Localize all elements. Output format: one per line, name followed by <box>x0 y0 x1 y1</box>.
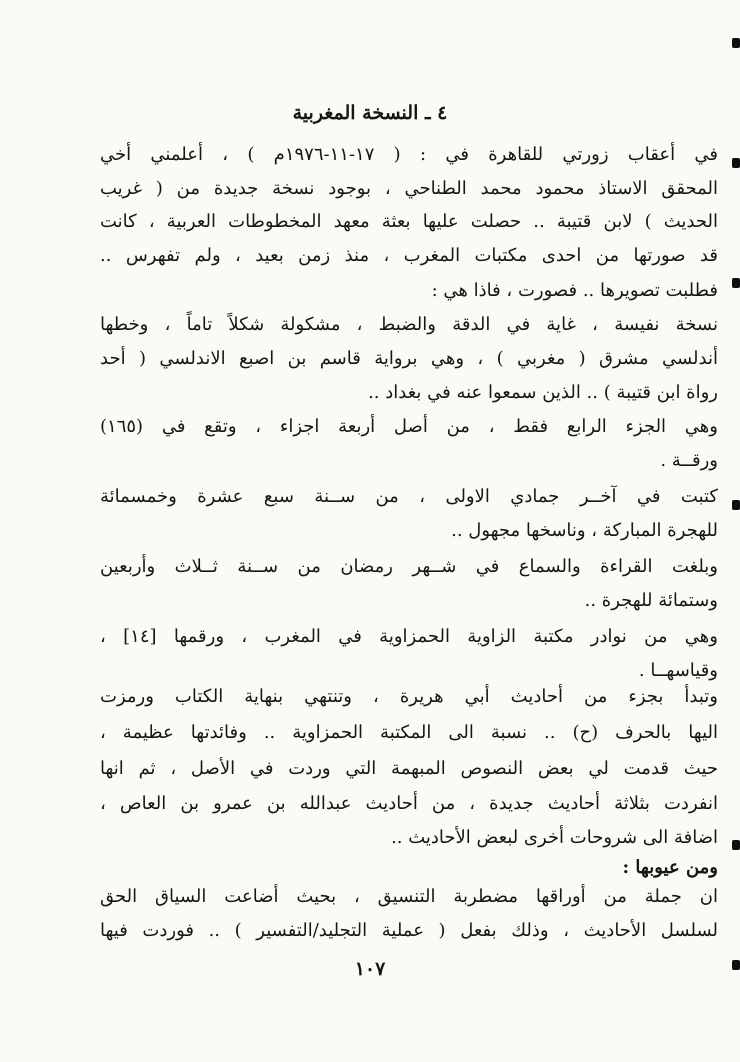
text-line-15: وهي من نوادر مكتبة الزاوية الحمزاوية في المغرب ، ورقمها [١٤] ، <box>100 626 718 647</box>
text-line-17: وتبدأ بجزء من أحاديث أبي هريرة ، وتنتهي بنهاية الكتاب ورمزت <box>100 686 718 707</box>
text-line-7: أندلسي مشرق ( مغربي ) ، وهي برواية قاسم بن اصبع الاندلسي ( أحد <box>100 348 718 369</box>
subheading: ومن عيوبها : <box>622 857 718 878</box>
text-line-8: رواة ابن قتيبة ) .. الذين سمعوا عنه في بغداد .. <box>368 382 718 403</box>
text-line-16: وقياسهــا . <box>638 660 718 681</box>
book-page <box>20 0 720 1062</box>
edge-mark <box>732 158 740 168</box>
text-line-3: الحديث ) لابن قتيبة .. حصلت عليها بعثة معهد المخطوطات العربية ، كانت <box>100 211 718 232</box>
text-line-9: وهي الجزء الرابع فقط ، من أصل أربعة اجزاء ، وتقع في (١٦٥) <box>100 416 718 437</box>
text-line-6: نسخة نفيسة ، غاية في الدقة والضبط ، مشكولة شكلاً تاماً ، وخطها <box>100 314 718 335</box>
text-line-20: انفردت بثلاثة أحاديث جديدة ، من أحاديث عبدالله بن عمرو بن العاص ، <box>100 793 718 814</box>
text-line-2: المحقق الاستاذ محمود محمد الطناحي ، بوجود نسخة جديدة من ( غريب <box>100 178 718 199</box>
text-line-1: في أعقاب زورتي للقاهرة في : ( ١٧-١١-١٩٧٦م ) ، أعلمني أخي <box>100 144 718 165</box>
text-line-18: اليها بالحرف (ح) .. نسبة الى المكتبة الحمزاوية .. وفائدتها عظيمة ، <box>100 722 718 743</box>
text-line-11: كتبت في آخــر جمادي الاولى ، من ســنة سبع عشرة وخمسمائة <box>100 486 718 507</box>
text-line-23: لسلسل الأحاديث ، وذلك بفعل ( عملية التجليد/التفسير ) .. فوردت فيها <box>100 920 718 941</box>
edge-mark <box>732 500 740 510</box>
text-line-14: وستمائة للهجرة .. <box>584 590 718 611</box>
text-line-10: ورقــة . <box>660 450 718 471</box>
edge-mark <box>732 840 740 850</box>
section-heading: ٤ ـ النسخة المغربية <box>292 102 448 124</box>
text-line-4: قد صورتها من احدى مكتبات المغرب ، منذ زمن بعيد ، ولم تفهرس .. <box>100 245 718 266</box>
page-number: ١٠٧ <box>354 958 386 980</box>
text-line-13: وبلغت القراءة والسماع في شــهر رمضان من ســنة ثــلاث وأربعين <box>100 556 718 577</box>
text-line-21: اضافة الى شروحات أخرى لبعض الأحاديث .. <box>391 827 718 848</box>
text-line-19: حيث قدمت لي بعض النصوص المبهمة التي وردت في الأصل ، ثم انها <box>100 758 718 779</box>
edge-mark <box>732 38 740 48</box>
edge-mark <box>732 960 740 970</box>
text-line-5: فطلبت تصويرها .. فصورت ، فاذا هي : <box>431 280 718 301</box>
text-line-12: للهجرة المباركة ، وناسخها مجهول .. <box>451 520 718 541</box>
edge-mark <box>732 278 740 288</box>
text-line-22: ان جملة من أوراقها مضطربة التنسيق ، بحيث أضاعت السياق الحق <box>100 886 718 907</box>
